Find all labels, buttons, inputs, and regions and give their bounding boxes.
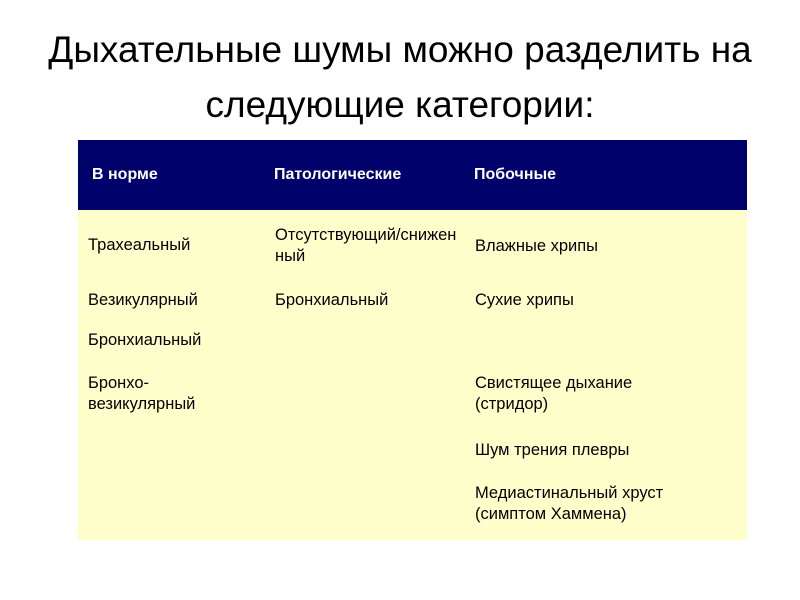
- cell-normal-3: Бронхиальный: [88, 331, 202, 349]
- cell-adventitious-2: Сухие хрипы: [475, 291, 574, 309]
- cell-adventitious-4: Шум трения плевры: [475, 441, 630, 459]
- table-header: [78, 140, 747, 210]
- header-normal: В норме: [92, 166, 158, 183]
- header-adventitious: Побочные: [474, 166, 557, 183]
- categories-table: [78, 140, 747, 540]
- cell-pathological-1: Отсутствующий/сниженный: [275, 226, 457, 265]
- cell-normal-4: Бронхо-везикулярный: [88, 374, 196, 413]
- cell-adventitious-3: Свистящее дыхание (стридор): [475, 374, 633, 413]
- header-pathological: Патологические: [274, 166, 402, 183]
- slide-title: Дыхательные шумы можно разделить на следующие категории:: [48, 29, 752, 125]
- cell-adventitious-5: Медиастинальный хруст (симптом Хаммена): [475, 484, 664, 523]
- cell-adventitious-1: Влажные хрипы: [475, 237, 599, 255]
- cell-normal-2: Везикулярный: [88, 291, 198, 309]
- cell-normal-1: Трахеальный: [88, 236, 191, 254]
- cell-pathological-2: Бронхиальный: [275, 291, 389, 309]
